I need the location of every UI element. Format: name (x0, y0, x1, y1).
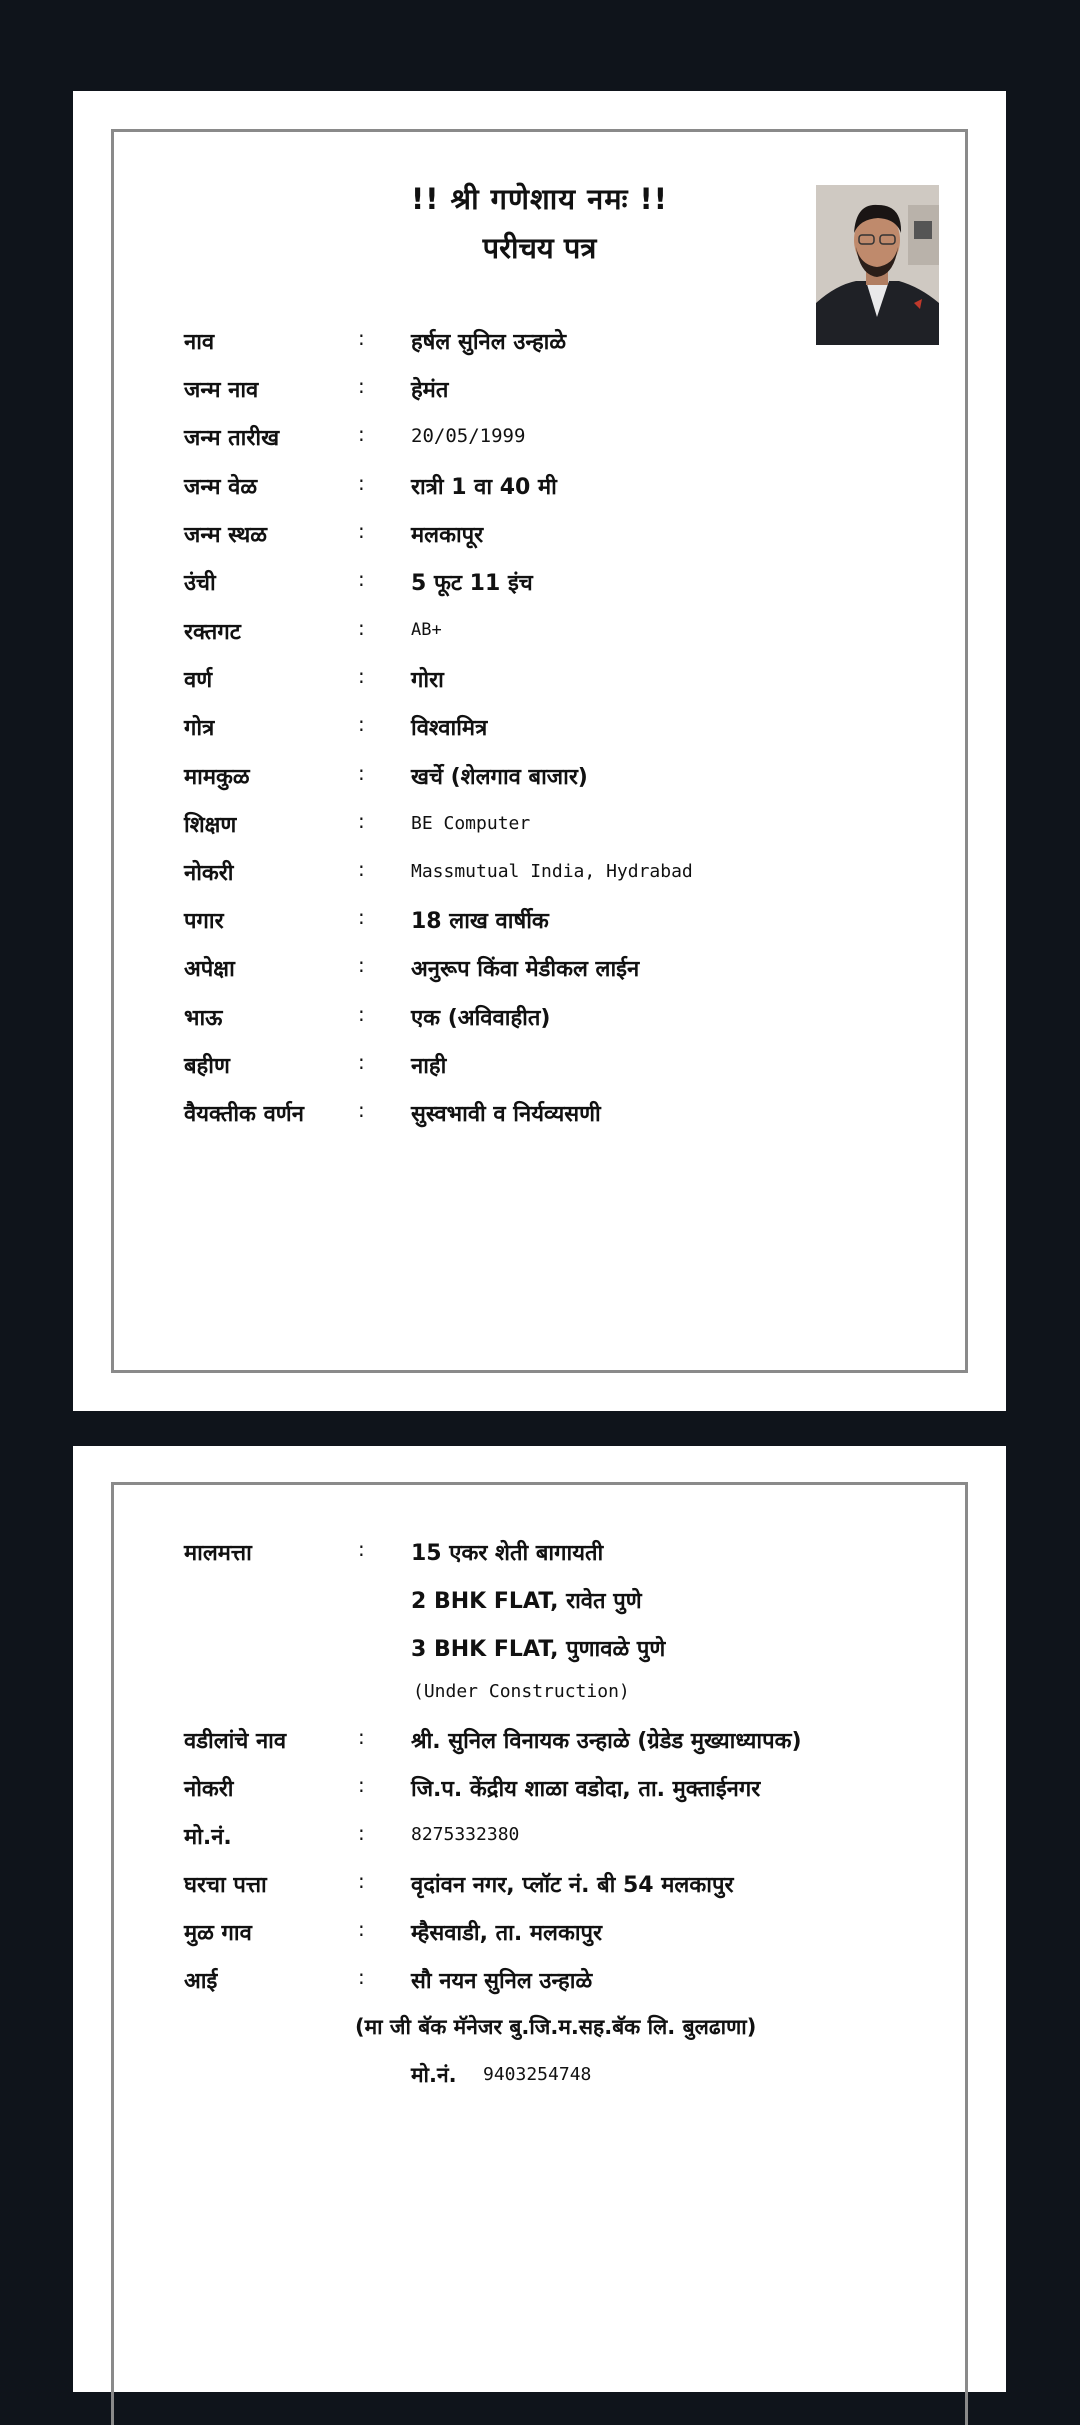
field-value: नाही (411, 1054, 447, 1079)
field-value: 8275332380 (411, 1824, 520, 1845)
field-row-father-name (184, 1725, 944, 1765)
field-label: नोकरी (184, 861, 234, 886)
field-value: (Under Construction) (413, 1681, 630, 1702)
field-label: नाव (184, 330, 215, 355)
field-row-birth-date (184, 422, 944, 462)
field-value: 5 फूट 11 इंच (411, 571, 533, 596)
field-row-father-job (184, 1773, 944, 1813)
field-row-expectation (184, 953, 944, 993)
field-value: हेमंत (411, 378, 449, 403)
page-title: परीचय पत्र (482, 231, 597, 265)
field-separator: : (358, 664, 365, 688)
field-label: अपेक्षा (184, 957, 235, 982)
field-separator: : (358, 1537, 365, 1561)
field-label: शिक्षण (184, 813, 237, 838)
field-row-maternal-clan (184, 761, 944, 801)
field-separator: : (358, 1869, 365, 1893)
field-row-height (184, 567, 944, 607)
field-row-name (184, 326, 944, 366)
mother-phone-label: मो.नं. (411, 2063, 457, 2087)
field-value: एक (अविवाहीत) (411, 1006, 551, 1031)
field-separator: : (358, 1773, 365, 1797)
field-value: जि.प. केंद्रीय शाळा वडोदा, ता. मुक्ताईनगर (411, 1777, 761, 1802)
field-row-mother (184, 1965, 944, 2005)
field-value: 18 लाख वार्षीक (411, 909, 549, 934)
field-label: भाऊ (184, 1006, 223, 1031)
field-label: उंची (184, 571, 216, 596)
field-label: वर्ण (184, 668, 213, 693)
field-row-brother (184, 1002, 944, 1042)
field-value: 3 BHK FLAT, पुणावळे पुणे (411, 1637, 666, 1662)
field-label: गोत्र (184, 716, 215, 741)
field-separator: : (358, 809, 365, 833)
field-label: जन्म स्थळ (184, 523, 268, 548)
field-value: मलकापूर (411, 523, 484, 548)
field-separator: : (358, 374, 365, 398)
document-page-1 (73, 91, 1006, 1411)
profile-photo (816, 185, 939, 345)
field-value: 15 एकर शेती बागायती (411, 1541, 604, 1566)
field-separator: : (358, 471, 365, 495)
field-value: विश्वामित्र (411, 716, 488, 741)
field-separator: : (358, 1821, 365, 1845)
field-separator: : (358, 1002, 365, 1026)
field-separator: : (358, 1050, 365, 1074)
field-separator: : (358, 567, 365, 591)
invocation-title: !! श्री गणेशाय नमः !! (411, 182, 668, 216)
field-row-sister (184, 1050, 944, 1090)
field-separator: : (358, 1965, 365, 1989)
field-row-property-note (184, 1681, 944, 1721)
field-row-blood-group (184, 616, 944, 656)
field-label: रक्तगट (184, 620, 241, 645)
field-separator: : (358, 712, 365, 736)
field-separator: : (358, 953, 365, 977)
field-separator: : (358, 519, 365, 543)
field-separator: : (358, 1725, 365, 1749)
field-value: रात्री 1 वा 40 मी (411, 475, 557, 500)
field-row-job (184, 857, 944, 897)
field-separator: : (358, 1917, 365, 1941)
field-label: जन्म तारीख (184, 426, 280, 451)
field-value: खर्चे (शेलगाव बाजार) (411, 765, 588, 790)
field-row-gotra (184, 712, 944, 752)
field-row-property-flat-2 (184, 1633, 944, 1673)
field-value: हर्षल सुनिल उन्हाळे (411, 330, 567, 355)
field-row-personal-description (184, 1098, 944, 1138)
field-value: वृदांवन नगर, प्लॉट नं. बी 54 मलकापुर (411, 1873, 734, 1898)
field-row-property (184, 1537, 944, 1577)
field-separator: : (358, 857, 365, 881)
mother-phone-value: 9403254748 (483, 2064, 592, 2085)
field-row-birth-name (184, 374, 944, 414)
field-label: नोकरी (184, 1777, 234, 1802)
field-label: बहीण (184, 1054, 230, 1079)
field-value: 20/05/1999 (411, 425, 526, 447)
field-separator: : (358, 761, 365, 785)
field-label: घरचा पत्ता (184, 1873, 267, 1898)
field-separator: : (358, 616, 365, 640)
mother-job-text: (मा जी बॅक मॅनेजर बु.जि.म.सह.बॅक लि. बुलढाणा) (355, 2015, 757, 2039)
field-separator: : (358, 422, 365, 446)
field-row-home-address (184, 1869, 944, 1909)
field-value: गोरा (411, 668, 444, 693)
field-label: आई (184, 1969, 218, 1994)
field-row-education (184, 809, 944, 849)
field-value: BE Computer (411, 813, 531, 834)
field-label: वडीलांचे नाव (184, 1729, 287, 1754)
field-row-salary (184, 905, 944, 945)
field-separator: : (358, 905, 365, 929)
field-row-native-village (184, 1917, 944, 1957)
field-value: म्हैसवाडी, ता. मलकापुर (411, 1921, 603, 1946)
field-separator: : (358, 326, 365, 350)
field-row-father-phone (184, 1821, 944, 1861)
field-row-birth-time (184, 471, 944, 511)
field-value: सौ नयन सुनिल उन्हाळे (411, 1969, 593, 1994)
field-row-birth-place (184, 519, 944, 559)
field-value: अनुरूप किंवा मेडीकल लाईन (411, 957, 640, 982)
field-label: पगार (184, 909, 224, 934)
field-label: मुळ गाव (184, 1921, 252, 1946)
field-row-complexion (184, 664, 944, 704)
field-label: मालमत्ता (184, 1541, 252, 1566)
field-value: 2 BHK FLAT, रावेत पुणे (411, 1589, 642, 1614)
field-value: AB+ (411, 620, 442, 640)
field-separator: : (358, 1098, 365, 1122)
field-label: वैयक्तीक वर्णन (184, 1102, 304, 1127)
field-label: जन्म वेळ (184, 475, 258, 500)
document-page-2 (73, 1446, 1006, 2392)
field-value: Massmutual India, Hydrabad (411, 861, 693, 882)
field-value: श्री. सुनिल विनायक उन्हाळे (ग्रेडेड मुख्याध्यापक) (411, 1729, 802, 1754)
field-label: जन्म नाव (184, 378, 259, 403)
field-row-property-flat-1 (184, 1585, 944, 1625)
field-label: मो.नं. (184, 1825, 232, 1850)
field-label: मामकुळ (184, 765, 250, 790)
field-value: सुस्वभावी व निर्यव्यसणी (411, 1102, 601, 1127)
